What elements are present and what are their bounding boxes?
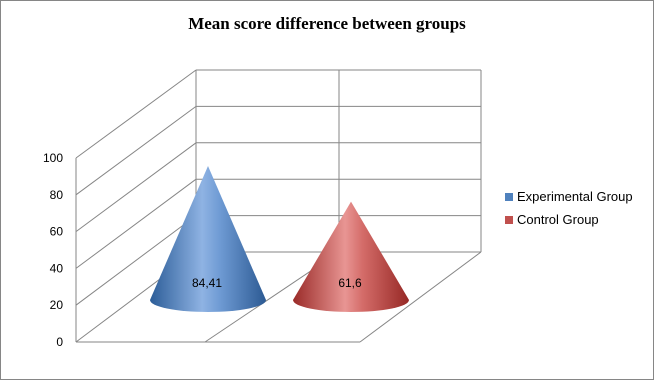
y-tick-label: 80 — [49, 187, 63, 202]
legend-swatch-experimental — [505, 193, 513, 201]
side-gridline — [76, 143, 196, 232]
y-tick-label: 100 — [42, 151, 63, 165]
cone-control — [293, 202, 409, 312]
chart-title: Mean score difference between groups — [188, 14, 466, 33]
side-gridline — [76, 70, 196, 158]
legend-item-experimental — [505, 185, 633, 208]
y-tick-label: 20 — [49, 298, 63, 313]
side-gridline — [76, 106, 196, 194]
y-tick-label: 40 — [49, 261, 63, 276]
y-tick-label: 60 — [49, 224, 63, 239]
data-label-experimental: 84,41 — [191, 276, 223, 290]
y-tick-label: 0 — [56, 335, 63, 349]
legend-label-control: Control Group — [517, 212, 599, 227]
data-label-control: 61,6 — [338, 276, 362, 290]
legend-item-control — [505, 208, 633, 231]
legend-label-experimental: Experimental Group — [517, 189, 633, 204]
cone-experimental — [150, 166, 266, 312]
legend-swatch-control — [505, 216, 513, 224]
chart-legend — [505, 185, 633, 231]
